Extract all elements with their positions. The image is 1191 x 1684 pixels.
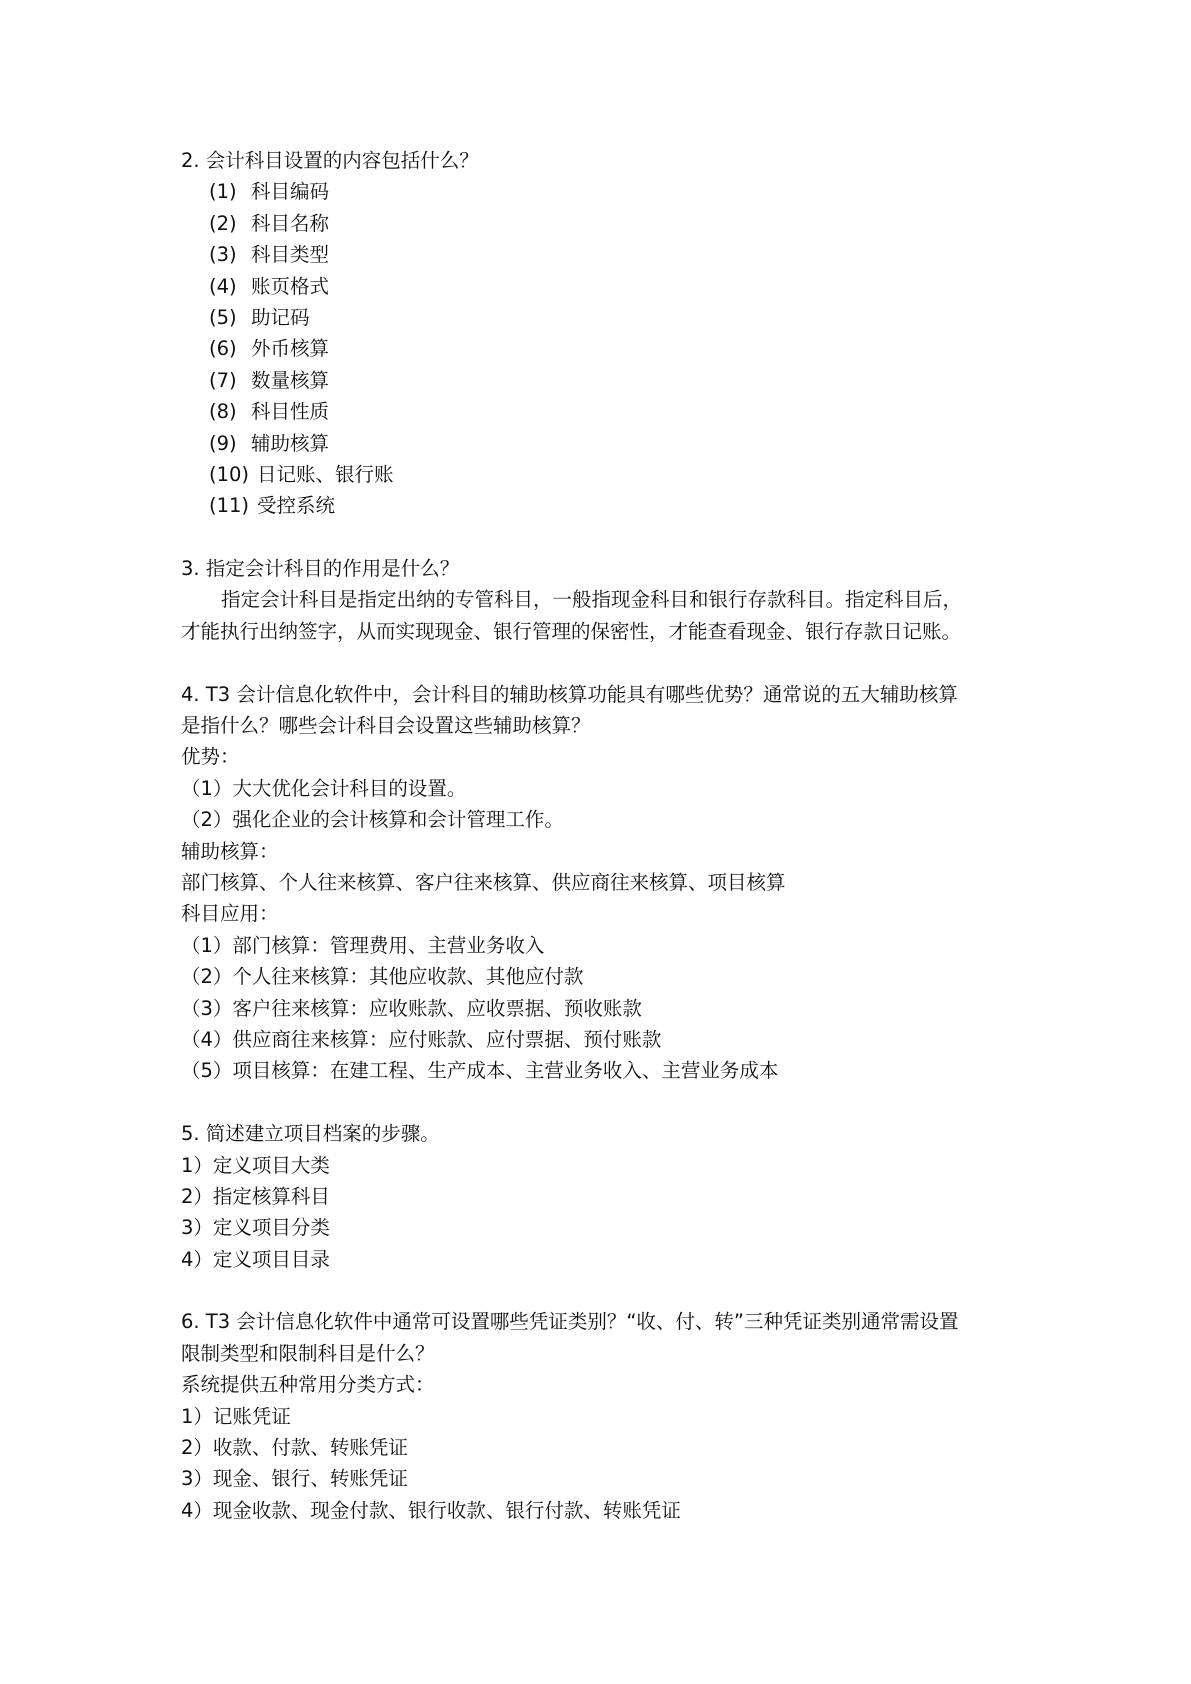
q6-type-item: 3）现金、银行、转账凭证	[181, 1467, 408, 1491]
q6-intro: 系统提供五种常用分类方式：	[181, 1373, 435, 1397]
q4-application-item: （1）部门核算：管理费用、主营业务收入	[181, 933, 545, 957]
q4-title-line-2: 是指什么？哪些会计科目会设置这些辅助核算？	[181, 714, 591, 738]
q4-application-label: 科目应用：	[181, 902, 279, 926]
q2-item-num: (3)	[209, 243, 237, 267]
q2-item-text: 科目类型	[251, 243, 330, 267]
q4-application-item: （2）个人往来核算：其他应收款、其他应付款	[181, 965, 584, 989]
q6-title-line-2: 限制类型和限制科目是什么？	[181, 1341, 435, 1365]
q2-item	[181, 176, 1021, 207]
q5-step-item: 1）定义项目大类	[181, 1153, 330, 1177]
q4-auxiliary-text: 部门核算、个人往来核算、客户往来核算、供应商往来核算、项目核算	[181, 870, 786, 894]
q2-item	[181, 459, 1021, 490]
q4-advantage-item: （2）强化企业的会计核算和会计管理工作。	[181, 808, 564, 832]
q2-item-num: (4)	[209, 274, 237, 298]
q2-item-text: 受控系统	[257, 494, 336, 518]
q2-item	[181, 396, 1021, 427]
q2-item-text: 辅助核算	[251, 431, 330, 455]
document-body	[181, 145, 1021, 1526]
q2-item-num: (2)	[209, 211, 237, 235]
q3-answer-line-2: 才能执行出纳签字，从而实现现金、银行管理的保密性，才能查看现金、银行存款日记账。	[181, 619, 962, 643]
q4-advantage-item: （1）大大优化会计科目的设置。	[181, 776, 467, 800]
q2-title: 2. 会计科目设置的内容包括什么？	[181, 149, 479, 172]
q4-application-item: （3）客户往来核算：应收账款、应收票据、预收账款	[181, 996, 642, 1020]
q2-item-text: 助记码	[251, 305, 310, 329]
q2-item	[181, 239, 1021, 270]
q5-title: 5. 简述建立项目档案的步骤。	[181, 1122, 440, 1146]
q5-step-item: 4）定义项目目录	[181, 1247, 330, 1271]
q2-item-num: (7)	[209, 368, 237, 392]
section-gap	[181, 522, 1021, 553]
q2-item-text: 科目编码	[251, 180, 330, 204]
q4-auxiliary-label: 辅助核算：	[181, 839, 279, 863]
q6-type-item: 4）现金收款、现金付款、银行收款、银行付款、转账凭证	[181, 1498, 681, 1522]
q4-title-line-1: 4. T3 会计信息化软件中，会计科目的辅助核算功能具有哪些优势？通常说的五大辅助核算	[181, 682, 958, 706]
q4-advantages-label: 优势：	[181, 745, 240, 769]
q4-application-item: （5）项目核算：在建工程、生产成本、主营业务收入、主营业务成本	[181, 1059, 779, 1083]
q5-step-item: 3）定义项目分类	[181, 1216, 330, 1240]
q2-item-text: 日记账、银行账	[257, 462, 394, 486]
q2-item	[181, 490, 1021, 521]
q2-item-num: (5)	[209, 305, 237, 329]
q6-type-item: 2）收款、付款、转账凭证	[181, 1436, 408, 1460]
q2-item-text: 账页格式	[251, 274, 330, 298]
q2-item-text: 外币核算	[251, 337, 330, 361]
q2-item	[181, 333, 1021, 364]
q2-item-num: (9)	[209, 431, 237, 455]
q6-type-item: 1）记账凭证	[181, 1404, 291, 1428]
q4-application-item: （4）供应商往来核算：应付账款、应付票据、预付账款	[181, 1027, 662, 1051]
q2-item-num: (10)	[209, 462, 250, 486]
q2-item	[181, 365, 1021, 396]
q6-title-line-1: 6. T3 会计信息化软件中通常可设置哪些凭证类别？“收、付、转”三种凭证类别通常需设置	[181, 1310, 959, 1334]
section-gap	[181, 1275, 1021, 1306]
q2-item	[181, 271, 1021, 302]
q2-item-text: 数量核算	[251, 368, 330, 392]
q3-title: 3. 指定会计科目的作用是什么？	[181, 557, 460, 581]
section-gap	[181, 1087, 1021, 1118]
q2-item-text: 科目名称	[251, 211, 330, 235]
q5-step-item: 2）指定核算科目	[181, 1184, 330, 1208]
q2-item	[181, 302, 1021, 333]
q2-item	[181, 208, 1021, 239]
q2-item-text: 科目性质	[251, 400, 330, 424]
q2-item	[181, 428, 1021, 459]
q2-item-num: (6)	[209, 337, 237, 361]
q3-answer-line-1: 指定会计科目是指定出纳的专管科目，一般指现金科目和银行存款科目。指定科目后，	[221, 588, 963, 612]
q2-item-num: (1)	[209, 180, 237, 204]
q2-item-num: (8)	[209, 400, 237, 424]
q2-item-num: (11)	[209, 494, 250, 518]
section-gap	[181, 647, 1021, 678]
